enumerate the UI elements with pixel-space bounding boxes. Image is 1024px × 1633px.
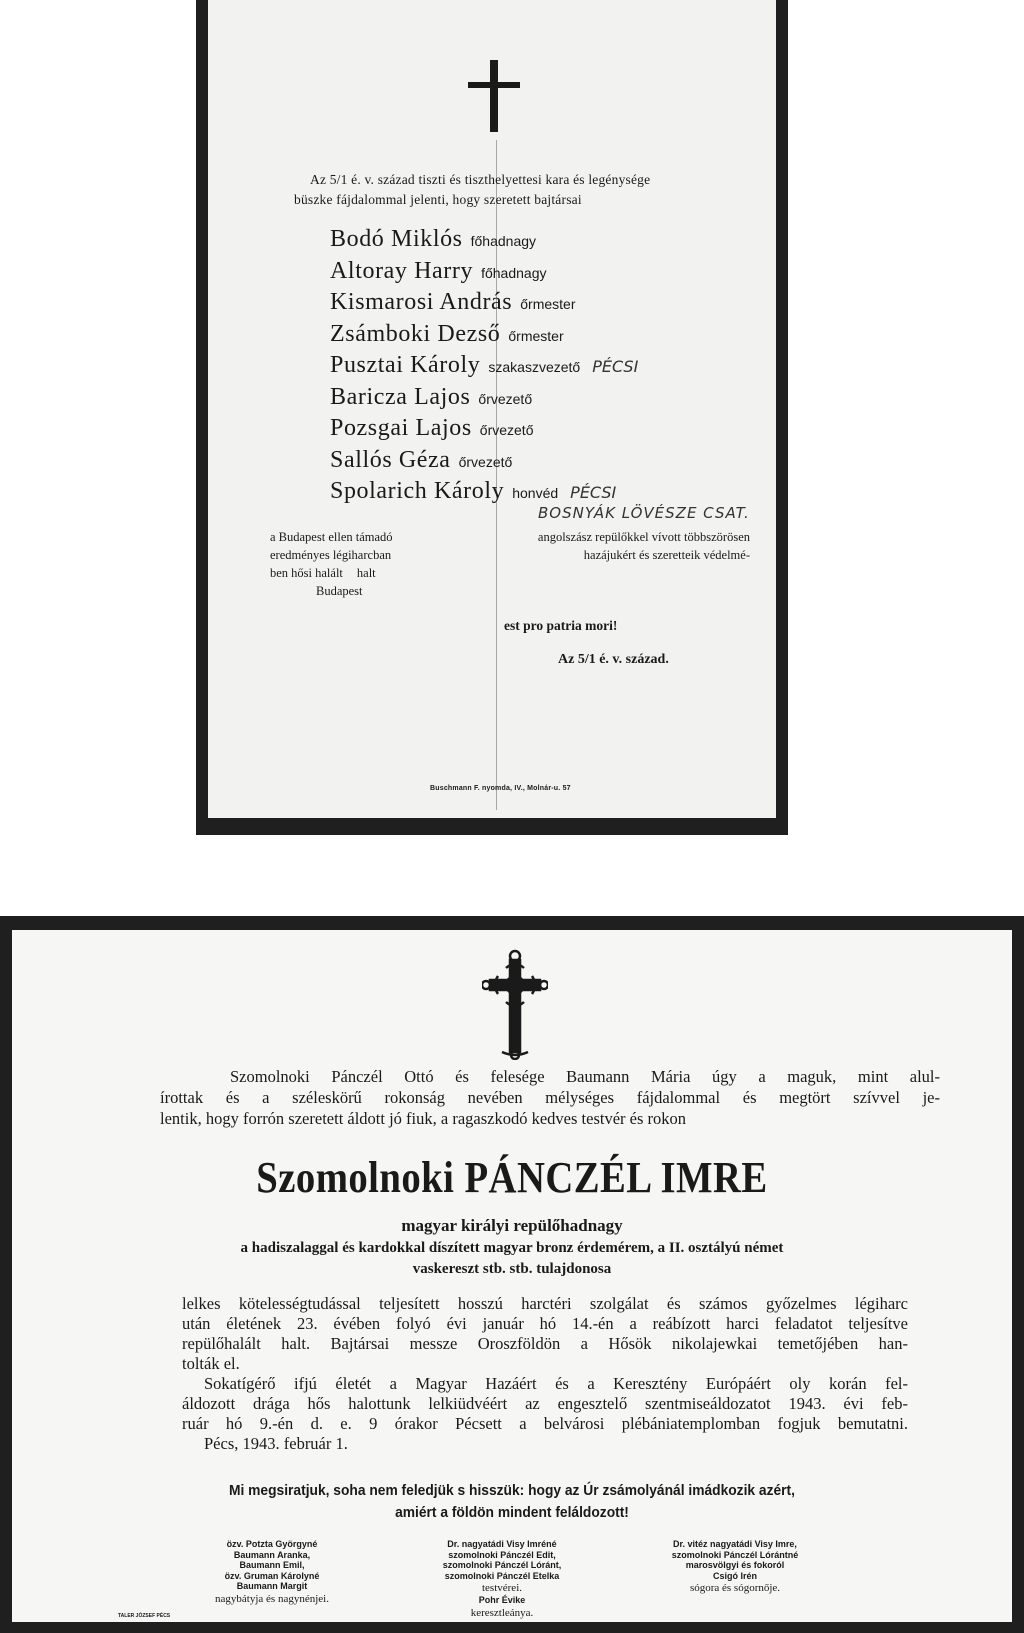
signer-name: szomolnoki Pánczél Lóránt, (442, 1560, 562, 1570)
decoration-line: vaskereszt stb. stb. tulajdonosa (412, 1261, 612, 1277)
signer-name: szomolnoki Pánczél Etelka (444, 1570, 560, 1581)
notice-2-intro (160, 1066, 940, 1129)
signer-name: Pohr Évike (478, 1595, 526, 1605)
fallen-list (330, 224, 770, 508)
signer-relation: testvérei. (481, 1582, 522, 1594)
handwritten-note: PÉCSI (570, 483, 617, 502)
body-line: Sokatígérő ifjú életét a Magyar Hazáért és a Keresztény Európáért oly korán fel- (204, 1374, 908, 1393)
fallen-rank: őrmester (520, 296, 576, 312)
fallen-rank: főhadnagy (470, 233, 537, 249)
fallen-entry (330, 413, 770, 445)
fallen-entry (330, 476, 770, 508)
fallen-entry (330, 350, 770, 382)
notice-2-frame (0, 916, 1024, 1633)
place-date: Pécs, 1943. február 1. (204, 1434, 348, 1453)
fallen-rank: honvéd (512, 485, 559, 501)
signer-name: Baumann Emil, (239, 1560, 305, 1570)
fallen-entry (330, 319, 770, 351)
handwritten-unit-note: BOSNYÁK LÖVÉSZE CSAT. (538, 504, 750, 522)
body-line: ruár hó 9.-én d. e. 9 órakor Pécsett a belvárosi plébániatemplomban fogjuk bemutatni. (182, 1414, 908, 1433)
signer-name: Dr. vitéz nagyatádi Visy Imre, (673, 1539, 797, 1549)
body-line: tolták el. (182, 1354, 240, 1373)
fallen-entry (330, 445, 770, 477)
notice-2-paper (12, 930, 1012, 1622)
signer-name: Baumann Margit (236, 1581, 308, 1591)
fallen-name: Baricza Lajos (330, 383, 471, 410)
signer-relation: nagybátyja és nagynénjei. (215, 1592, 329, 1605)
deceased-rank: magyar királyi repülőhadnagy (401, 1216, 623, 1235)
body-text: hazájukért és szeretteik védelmé- (583, 548, 750, 562)
fallen-name: Pozsgai Lajos (330, 415, 472, 441)
notice-1-frame (196, 0, 788, 835)
signer-relation: keresztleánya. (470, 1606, 534, 1619)
closing-line: amiért a földön mindent feláldozott! (395, 1504, 629, 1521)
decorations (152, 1238, 872, 1280)
cross-icon (468, 60, 520, 132)
printer-imprint: Buschmann F. nyomda, IV., Molnár-u. 57 (430, 785, 571, 792)
body-line (270, 546, 750, 564)
notice-1-body (270, 528, 750, 600)
body-line (270, 564, 750, 582)
intro-line: írottak és a széleskörű rokonság nevében mélységes fájdalommal és megtört szívvel je- (160, 1088, 940, 1107)
fallen-entry (330, 224, 770, 256)
body-text: ben hősi halált (270, 566, 343, 580)
fallen-entry (330, 382, 770, 414)
signer-name: özv. Potzta Györgyné (226, 1539, 318, 1549)
fallen-rank: szakaszvezető (488, 359, 581, 375)
fallen-rank: őrvezető (458, 453, 513, 470)
latin-motto: est pro patria mori! (504, 618, 618, 633)
intro-line: lentik, hogy forrón szeretett áldott jó fiuk, a ragaszkodó kedves testvér és rokon (160, 1109, 687, 1128)
closing-prayer (52, 1480, 972, 1524)
signer-name: Csigó Irén (712, 1570, 757, 1581)
printer-imprint: TALER JÓZSEF PÉCS (118, 1613, 171, 1619)
fallen-rank: őrmester (508, 327, 564, 344)
notice-2-body (182, 1294, 908, 1454)
fallen-entry (330, 256, 770, 288)
body-text: eredményes légiharcban (270, 548, 392, 562)
body-line (270, 528, 750, 546)
body-line: lelkes kötelességtudással teljesített hosszú harctéri szolgálat és számos győzelmes légiharc (182, 1294, 908, 1313)
signer-name: marosvölgyi és fokoról (685, 1560, 785, 1570)
body-text: Budapest (316, 584, 363, 598)
signer-name: Dr. nagyatádi Visy Imréné (447, 1539, 557, 1549)
signer-group (392, 1539, 612, 1620)
body-text: angolszász repülőkkel vívott többszörösen (537, 530, 750, 544)
signer-group (172, 1539, 372, 1606)
fallen-rank: őrvezető (478, 390, 533, 407)
ornate-cross-icon (482, 948, 548, 1060)
notice-1-paper (208, 0, 776, 818)
body-line (270, 582, 750, 600)
signer-name: özv. Gruman Károlyné (224, 1570, 320, 1581)
fallen-name: Pusztai Károly (330, 352, 481, 378)
signer-name: szomolnoki Pánczél Edit, (448, 1549, 556, 1560)
fallen-name: Bodó Miklós (330, 226, 463, 252)
body-line: után életének 23. évében folyó évi január hó 14.-én a reábízott harci feladatot teljesítve (182, 1314, 908, 1333)
body-line: áldozott drága hős halottunk lelkiüdvéért az engesztelő szentmiseáldozatot 1943. évi feb- (182, 1394, 908, 1413)
fallen-name: Sallós Géza (330, 446, 451, 473)
intro-line: Szomolnoki Pánczél Ottó és felesége Baumann Mária úgy a maguk, mint alul- (230, 1067, 940, 1086)
notice-1-intro (294, 170, 764, 210)
fallen-name: Altoray Harry (330, 257, 474, 284)
fallen-entry (330, 287, 770, 319)
fallen-name: Kismarosi András (330, 289, 513, 315)
handwritten-note: PÉCSI (592, 357, 639, 376)
fallen-rank: főhadnagy (481, 264, 547, 281)
signer-relation: sógora és sógornője. (689, 1582, 781, 1594)
deceased-name: Szomolnoki PÁNCZÉL IMRE (256, 1153, 768, 1202)
fallen-name: Zsámboki Dezső (330, 320, 501, 347)
fallen-name: Spolarich Károly (330, 478, 505, 504)
intro-line: büszke fájdalommal jelenti, hogy szeretett bajtársai (294, 192, 582, 207)
signer-name: szomolnoki Pánczél Lórántné (671, 1549, 799, 1560)
signer-group (620, 1539, 850, 1595)
decoration-line: a hadiszalaggal és kardokkal díszített magyar bronz érdemérem, a II. osztályú német (240, 1240, 784, 1256)
fallen-rank: őrvezető (479, 422, 534, 438)
signer-name: Baumann Aranka, (233, 1549, 311, 1560)
body-text: a Budapest ellen támadó (270, 530, 393, 544)
body-text: halt (356, 566, 376, 580)
body-line: repülőhalált halt. Bajtársai messze Oroszföldön a Hősök nikolajewkai temetőjében han- (182, 1334, 908, 1353)
closing-line: Mi megsiratjuk, soha nem feledjük s hisszük: hogy az Úr zsámolyánál imádkozik azért, (228, 1482, 795, 1499)
intro-line: Az 5/1 é. v. század tiszti és tiszthelyettesi kara és legénysége (310, 172, 651, 187)
unit-signature: Az 5/1 é. v. század. (558, 652, 669, 667)
